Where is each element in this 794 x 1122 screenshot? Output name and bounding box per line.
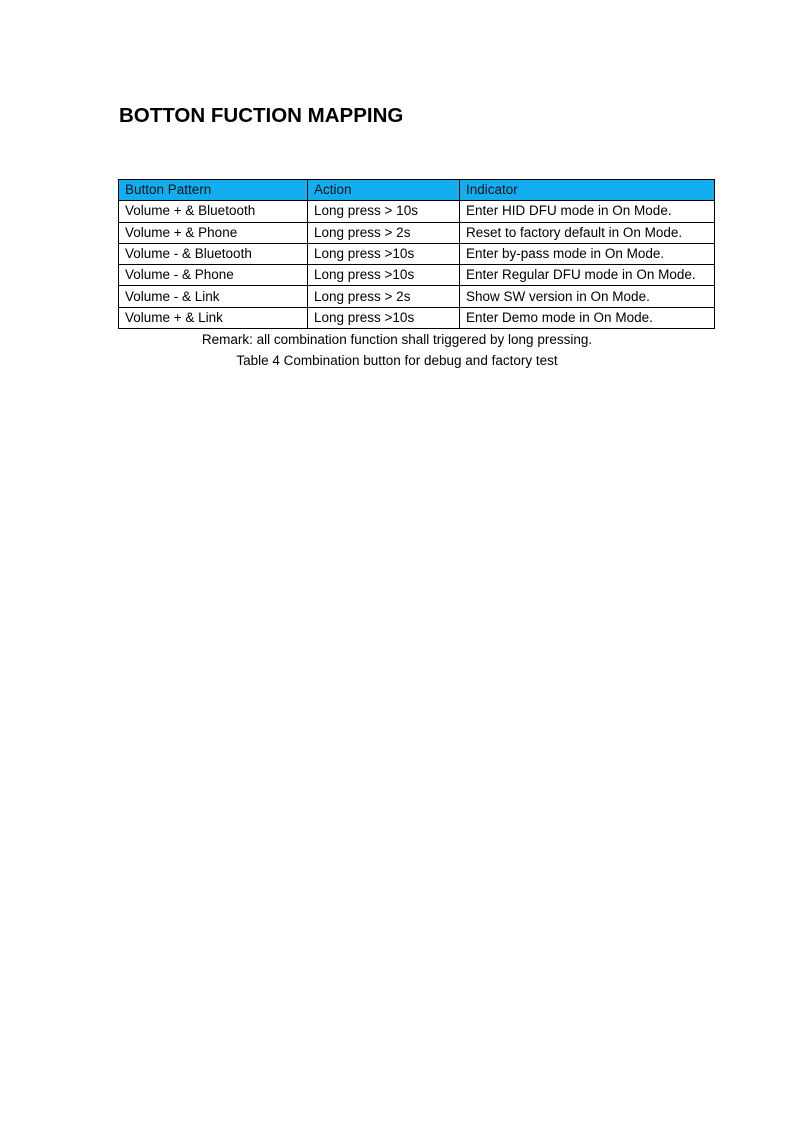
table-row [119,222,715,243]
button-pattern-cell: Volume + & Bluetooth [119,201,308,222]
button-pattern-cell: Volume - & Bluetooth [119,243,308,264]
indicator-cell: Enter HID DFU mode in On Mode. [460,201,715,222]
action-cell: Long press > 10s [308,201,460,222]
action-cell: Long press >10s [308,307,460,328]
action-cell: Long press > 2s [308,222,460,243]
table-row [119,286,715,307]
table-remark: Remark: all combination function shall triggered by long pressing. [201,332,593,347]
indicator-cell: Enter by-pass mode in On Mode. [460,243,715,264]
indicator-cell: Reset to factory default in On Mode. [460,222,715,243]
table-caption: Table 4 Combination button for debug and factory test [236,353,558,368]
column-header-button-pattern: Button Pattern [119,180,308,201]
action-cell: Long press >10s [308,265,460,286]
page-title: BOTTON FUCTION MAPPING [119,104,404,127]
button-mapping-table [118,179,715,329]
action-cell: Long press > 2s [308,286,460,307]
table-header-row [119,180,715,201]
indicator-cell: Enter Demo mode in On Mode. [460,307,715,328]
table-row [119,201,715,222]
table-row [119,307,715,328]
button-pattern-cell: Volume - & Phone [119,265,308,286]
table-row [119,243,715,264]
table-row [119,265,715,286]
button-pattern-cell: Volume - & Link [119,286,308,307]
button-pattern-cell: Volume + & Phone [119,222,308,243]
column-header-indicator: Indicator [460,180,715,201]
indicator-cell: Show SW version in On Mode. [460,286,715,307]
button-pattern-cell: Volume + & Link [119,307,308,328]
indicator-cell: Enter Regular DFU mode in On Mode. [460,265,715,286]
action-cell: Long press >10s [308,243,460,264]
column-header-action: Action [308,180,460,201]
